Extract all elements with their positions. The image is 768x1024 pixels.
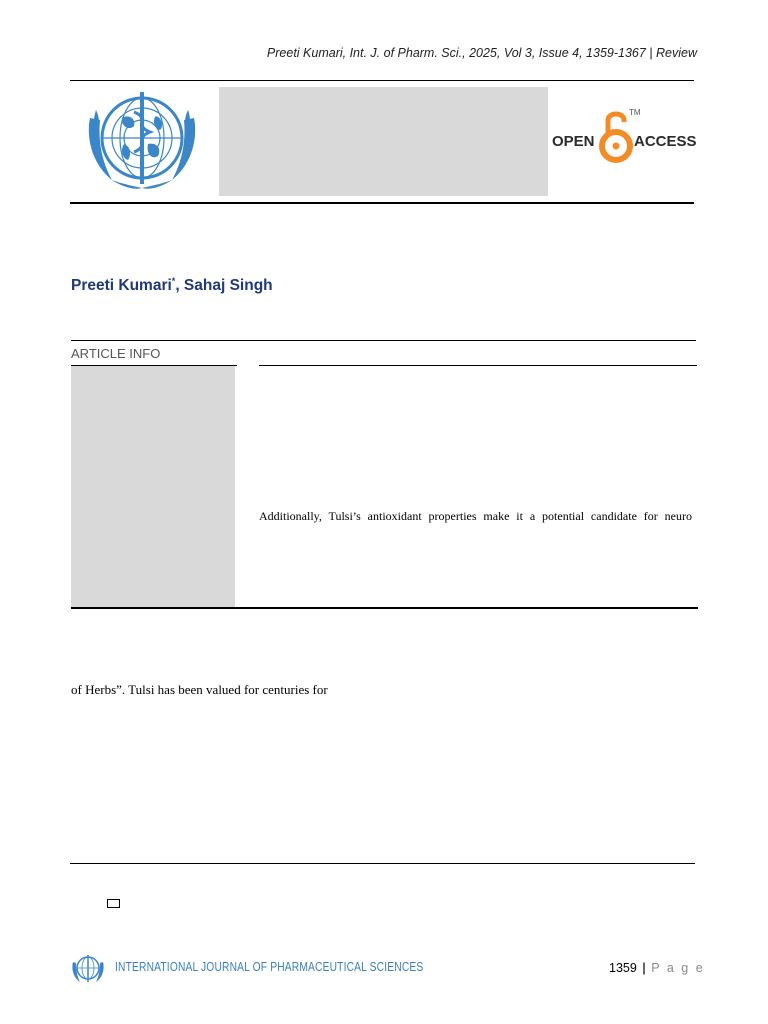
open-access-left-text: OPEN bbox=[552, 133, 595, 150]
journal-banner-placeholder bbox=[219, 87, 548, 196]
footer-journal-name: INTERNATIONAL JOURNAL OF PHARMACEUTICAL SCIENCES bbox=[115, 960, 424, 974]
footer-emblem-icon bbox=[70, 952, 106, 984]
header-top-rule bbox=[70, 80, 694, 81]
open-access-right-text: ACCESS bbox=[634, 133, 697, 150]
abstract-text: Additionally, Tulsi’s antioxidant properties make it a potential candidate for neuro bbox=[259, 509, 692, 523]
running-head-citation: Preeti Kumari, Int. J. of Pharm. Sci., 2025, Vol 3, Issue 4, 1359-1367 | Review bbox=[266, 46, 697, 60]
author-secondary: , Sahaj Singh bbox=[175, 277, 273, 295]
author-list bbox=[71, 276, 273, 295]
footnote-rule bbox=[70, 863, 695, 864]
trademark-mark: TM bbox=[629, 108, 641, 117]
article-info-label: ARTICLE INFO bbox=[71, 346, 161, 361]
corresponding-author-mark: * bbox=[171, 276, 176, 286]
page-number-block bbox=[609, 961, 705, 975]
body-text: of Herbs”. Tulsi has been valued for centuries for bbox=[71, 682, 328, 697]
open-access-logo bbox=[552, 106, 697, 166]
page-separator: | bbox=[642, 961, 646, 975]
article-info-placeholder bbox=[71, 366, 235, 607]
padlock-icon bbox=[602, 114, 630, 160]
page-number: 1359 bbox=[609, 961, 637, 975]
author-primary: Preeti Kumari bbox=[71, 277, 172, 295]
page-label: P a g e bbox=[651, 961, 705, 975]
abstract-top-rule bbox=[259, 365, 697, 366]
header-bottom-rule bbox=[70, 202, 694, 204]
authors-divider bbox=[71, 340, 696, 341]
who-emblem-icon bbox=[78, 88, 206, 196]
checkbox-icon bbox=[107, 899, 120, 908]
abstract-bottom-rule bbox=[71, 607, 698, 609]
